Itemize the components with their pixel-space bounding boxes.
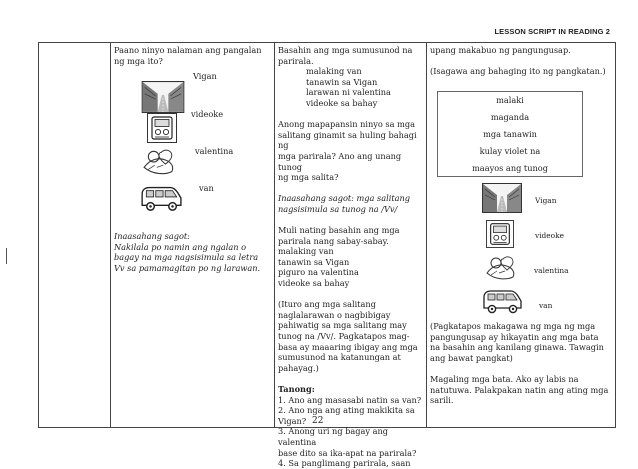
valentina-icon [139, 146, 179, 178]
videoke-label: videoke [191, 109, 224, 119]
videoke-icon [147, 113, 177, 143]
van-label: van [539, 301, 553, 310]
column-divider [274, 43, 275, 427]
column-1-text [114, 45, 272, 66]
street-icon [141, 81, 185, 113]
word-item: maganda [490, 112, 530, 122]
van-icon [139, 182, 183, 214]
word-item: kulay violet na [479, 146, 541, 156]
margin-mark [6, 248, 7, 264]
van-label: van [199, 183, 214, 193]
vigan-label: Vigan [193, 71, 217, 81]
valentina-label: valentina [534, 266, 569, 275]
document-header: LESSON SCRIPT IN READING 2 [494, 27, 610, 36]
expected-answer-1: Inaasahang sagot: Nakilala po namin ang ngalan o bagay na mga nagsisimula sa letra Vv sa pamamagitan po ng larawan. [114, 231, 261, 273]
videoke-icon [486, 220, 514, 248]
column-divider [426, 43, 427, 427]
vigan-label: Vigan [535, 196, 557, 205]
word-box [437, 91, 583, 177]
word-item: mga tanawin [483, 129, 537, 139]
word-item: maayos ang tunog [472, 163, 548, 173]
column-3-closing: (Pagkatapos makagawa ng mga ng mga pangungusap ay hikayatin ang mga bata na basahin ang kanilang ginawa. Tawagin ang bawat pangkat) Magaling mga bata. Ako ay labis na natutuwa. Palakpakan natin ang ating mga sarili. [430, 321, 609, 406]
street-icon [481, 183, 523, 213]
page-number: 22 [312, 416, 324, 426]
question-line: Paano ninyo nalaman ang pangalan [114, 45, 262, 55]
word-item: malaki [496, 95, 524, 105]
lesson-table [38, 42, 616, 469]
question-line: ng mga ito? [114, 55, 163, 66]
column-2-text: Basahin ang mga sumusunod na parirala. malaking van tanawin sa Vigan larawan ni valentina videoke sa bahay Anong mapapansin ninyo sa mga salitang ginamit sa huling bahagi ng mga parirala? Ano ang unang tunog ng mga salita? Inaasahang sagot: mga salitang nagsisimula sa tunog na /Vv/ Muli nating basahin ang mga parirala nang sabay-sabay. malaking van tanawin sa Vigan piguro na valentina videoke sa bahay (Ituro ang mga salitang naglalarawan o nagbibigay pahiwatig sa mga salitang may tunog na /Vv/. Pagkatapos mag- basa ay maaaring ibigay ang mga sumusunod na katanungan at pahayag.) Tanong: 1. Ano ang masasabi natin sa van? 2. Ano nga ang ating makikita sa Vigan? 3. Anong uri ng bagay ang valentina base dito sa ika-apat na parirala? 4. Sa panglimang parirala, saan [278, 45, 424, 469]
column-3-text: upang makabuo ng pangungusap. (Isagawa ang bahaging ito ng pangkatan.) [430, 45, 606, 77]
van-icon [481, 286, 523, 316]
valentina-label: valentina [195, 146, 234, 156]
videoke-label: videoke [535, 231, 564, 240]
column-divider [110, 43, 111, 427]
valentina-icon [482, 253, 520, 283]
tanong-heading: Tanong: [278, 384, 315, 394]
